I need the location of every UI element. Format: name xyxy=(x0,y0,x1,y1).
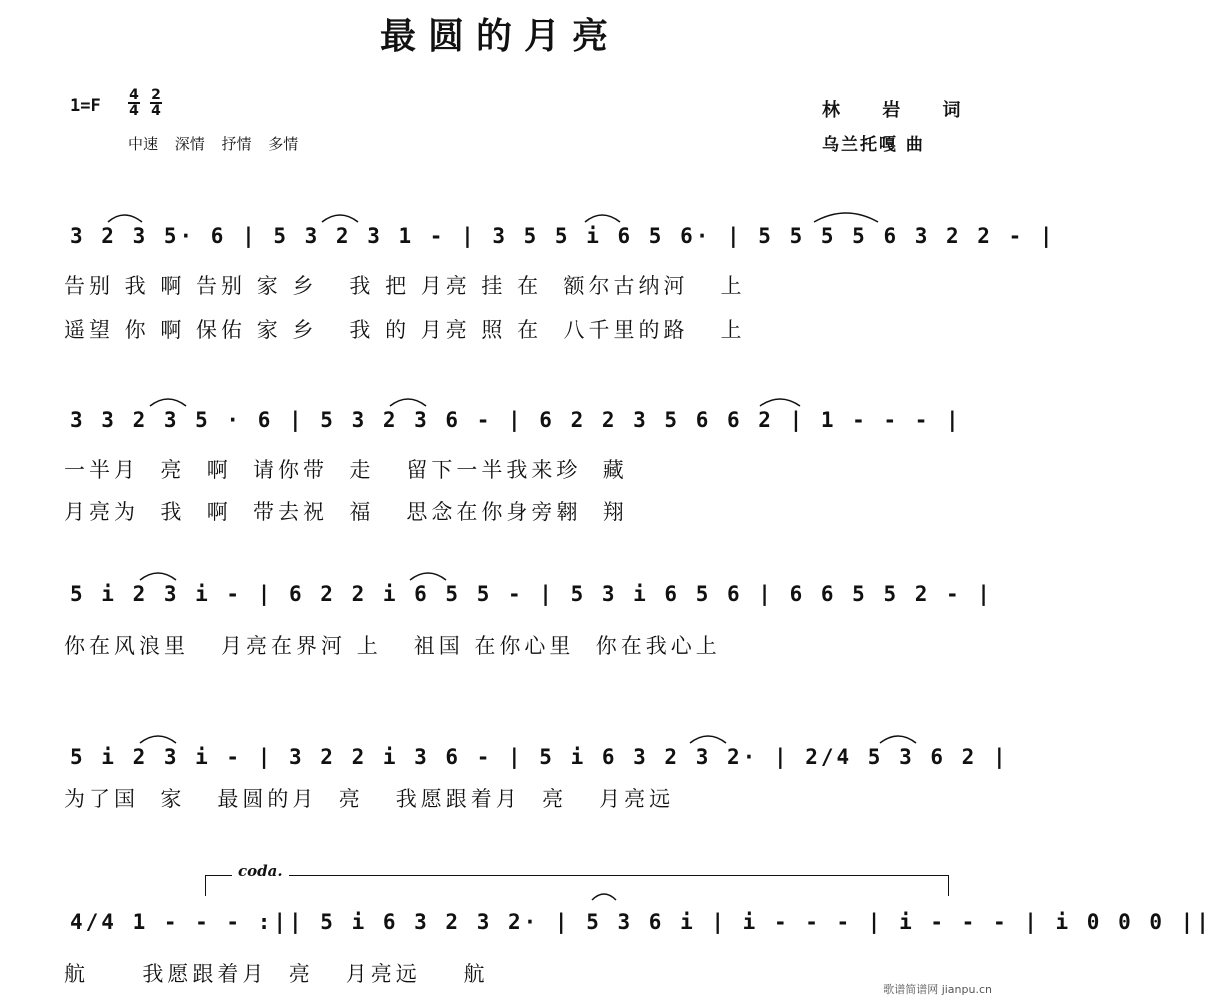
time-sig-top: 4 xyxy=(129,87,139,103)
lyric-line-1-verse-1: 告别 我 啊 告别 家 乡 我 把 月亮 挂 在 额尔古纳河 上 xyxy=(64,274,746,298)
notation-line-3: 5 i 2 3 i - | 6 2 2 i 6 5 5 - | 5 3 i 6 5 6 | 6 6 5 5 2 - | xyxy=(70,582,993,606)
lyricist-credit: 林 岩 词 xyxy=(822,100,979,121)
lyric-line-4: 为了国 家 最圆的月 亮 我愿跟着月 亮 月亮远 xyxy=(64,787,675,811)
notation-line-4: 5 i 2 3 i - | 3 2 2 i 3 6 - | 5 i 6 3 2 3 2· | 2/4 5 3 6 2 | xyxy=(70,745,1009,769)
time-sig-bottom: 4 xyxy=(129,103,139,119)
notation-line-5: 4/4 1 - - - :|| 5 i 6 3 2 3 2· | 5 3 6 i | i - - - | i - - - | i 0 0 0 || xyxy=(70,910,1212,934)
slur-4 xyxy=(814,213,878,222)
time-sig-top: 2 xyxy=(151,87,161,103)
slur-8 xyxy=(140,573,176,580)
lyric-line-2-verse-2: 月亮为 我 啊 带去祝 福 思念在你身旁翱 翔 xyxy=(64,500,628,524)
slur-5 xyxy=(150,399,186,406)
composer-credit: 乌兰托嘎 曲 xyxy=(822,135,925,155)
notation-line-2: 3 3 2 3 5 · 6 | 5 3 2 3 6 - | 6 2 2 3 5 6 6 2 | 1 - - - | xyxy=(70,408,962,432)
slur-6 xyxy=(390,399,426,406)
lyric-line-2-verse-1: 一半月 亮 啊 请你带 走 留下一半我来珍 藏 xyxy=(64,458,628,482)
slur-11 xyxy=(690,736,726,743)
tempo-marking: 中速 深情 抒情 多情 xyxy=(128,135,299,153)
time-sig-bottom: 4 xyxy=(151,103,161,119)
slur-1 xyxy=(108,215,142,222)
slur-7 xyxy=(760,399,800,406)
fermata-arc xyxy=(592,894,616,900)
slur-9 xyxy=(410,573,446,580)
lyric-line-3: 你在风浪里 月亮在界河 上 祖国 在你心里 你在我心上 xyxy=(64,634,721,658)
slur-2 xyxy=(322,215,358,222)
slur-10 xyxy=(140,736,176,743)
slur-12 xyxy=(880,736,916,743)
slur-3 xyxy=(585,215,620,222)
song-title: 最圆的月亮 xyxy=(379,15,620,57)
coda-label: coda. xyxy=(232,862,289,880)
key-signature: 1=F xyxy=(70,96,101,116)
lyric-line-1-verse-2: 遥望 你 啊 保佑 家 乡 我 的 月亮 照 在 八千里的路 上 xyxy=(64,318,746,342)
site-watermark: 歌谱简谱网 jianpu.cn xyxy=(883,983,992,996)
lyric-line-5: 航 我愿跟着月 亮 月亮远 航 xyxy=(64,962,489,986)
notation-line-1: 3 2 3 5· 6 | 5 3 2 3 1 - | 3 5 5 i 6 5 6· | 5 5 5 5 6 3 2 2 - | xyxy=(70,224,1056,248)
